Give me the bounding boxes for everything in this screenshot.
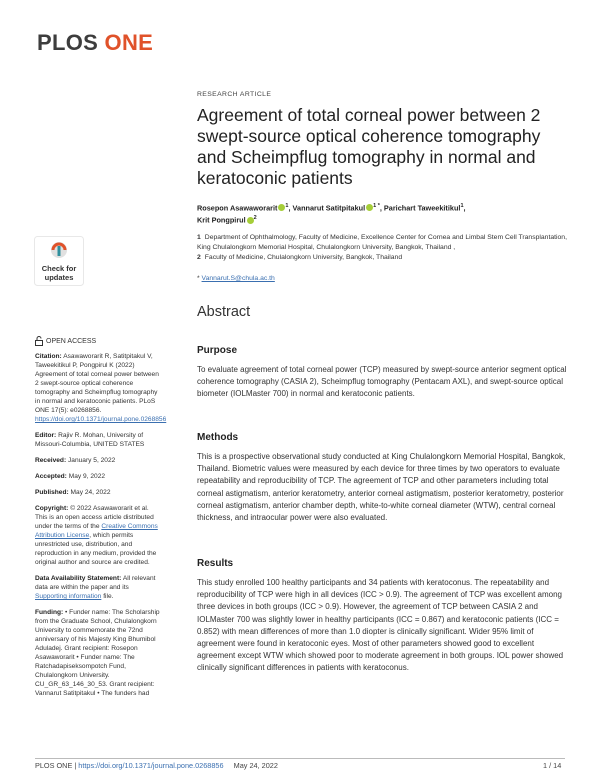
accepted-block: Accepted: May 9, 2022 [35, 473, 106, 480]
affiliations [197, 233, 567, 264]
page-number: 1 / 14 [543, 761, 562, 770]
methods-text: This is a prospective observational study conducted at King Chulalongkorn Memorial Hospital, Bangkok, Thailand. Biometric values were measured by each device for three times by two operators to evaluate repeatability and reproducibility of TCP. The agreement of TCP and other parameters including total corneal astigmatism, anterior keratometry, anterior corneal astigmatism, posterior keratometry, posterior corneal astigmatism, anterior chamber depth, white-to-white corneal diameter (WTW), central corneal thickness, and intraocular power were also evaluated. [197, 452, 566, 523]
results-text: This study enrolled 100 healthy participants and 34 patients with keratoconus. The repeatability and reproducibility of TCP were high in all devices (ICC > 0.9). The agreement of TCP was excellent among three devices in both groups (ICC > 0.9). However, the agreement of TCP between CASIA 2 and IOLMaster 700 was slightly lower in healthy participants (ICC = 0.867) and keratoconic patients (ICC = 0.852) with mean differences of more than 1.0 diopter is clinically significant. Wider 95% limit of agreement were found in keratoconic eyes. Most of other parameters showed good to excellent agreement except WTW which showed poor to moderate agreement in both groups. IOL power showed clinically significant differences in patients with keratoconus. [197, 578, 564, 673]
check-for-updates-icon [34, 236, 84, 286]
corresponding-email: * Vannarut.S@chula.ac.th [197, 275, 275, 282]
citation-doi-link[interactable]: https://doi.org/10.1371/journal.pone.0268856 [35, 416, 167, 423]
logo-one: ONE [104, 30, 154, 55]
received-block: Received: January 5, 2022 [35, 457, 116, 464]
editor-block: Editor: Rajiv R. Mohan, University of Missouri-Columbia, UNITED STATES [35, 432, 145, 448]
author-separator: , [288, 203, 293, 213]
methods-heading: Methods [197, 432, 239, 443]
svg-text:Check for: Check for [41, 264, 77, 273]
affiliation-text: Department of Ophthalmology, Faculty of Medicine, Excellence Center for Cornea and Limbal Stem Cell Transplantation, King Chulalongkorn Memorial Hospital, Chulalongkorn University, Bangkok, Thailand , [197, 234, 567, 251]
author-separator: , [379, 203, 384, 213]
abstract-methods [197, 432, 567, 524]
affiliation-number: 1 [197, 234, 201, 241]
author-affiliation-marker: 1 [285, 203, 289, 209]
orcid-icon[interactable] [247, 217, 254, 224]
copyright-block: Copyright: © 2022 Asawaworarit et al. This is an open access article distributed under the terms of the Creative Commons Attribution License, which permits unrestricted use, distribution, and reproduction in any medium, provided the original author and source are credited. [35, 505, 158, 566]
license-link[interactable]: Creative Commons Attribution License [35, 523, 158, 539]
author-name: Krit Pongpirul [197, 215, 246, 225]
citation-block: Citation: Asawaworarit R, Satitpitakul V, Taweekitikul P, Pongpirul K (2022) Agreement of total corneal power between 2 swept-source optical coherence tomography and Scheimpflug tomography in normal and keratoconic patients. PLoS ONE 17(5): e0268856. https://doi.org/10.1371/journal.pone.0268856 [35, 353, 167, 423]
author-name: Parichart Taweekitikul [383, 203, 461, 213]
abstract-purpose [197, 345, 567, 401]
author-name: Vannarut Satitpitakul [292, 203, 366, 213]
author-affiliation-marker: 2 [253, 215, 257, 222]
purpose-heading: Purpose [197, 345, 238, 356]
affiliation-item [197, 233, 567, 252]
abstract-heading: Abstract [197, 304, 251, 320]
check-for-updates-badge[interactable] [34, 236, 84, 286]
affiliation-text: Faculty of Medicine, Chulalongkorn University, Bangkok, Thailand [204, 254, 403, 261]
published-block: Published: May 24, 2022 [35, 489, 111, 496]
open-access-label [35, 336, 96, 346]
supporting-information-link[interactable]: Supporting information [35, 593, 102, 600]
funding-block: Funding: • Funder name: The Scholarship from the Graduate School, Chulalongkorn University to commemorate the 72nd anniversary of his Majesty King Bhumibol Aduladej. Grant recipient: Rosepon Asawaworarit • Funder name: The Ratchadapiseksompotch Fund, Chulalongkorn University. CU_GR_63_146_30_53. Grant recipient: Vannarut Satitpitakul • The funders had [35, 609, 160, 697]
open-access-text: OPEN ACCESS [46, 337, 97, 345]
journal-logo[interactable] [37, 30, 153, 56]
affiliation-number: 2 [197, 254, 201, 261]
author-affiliation-marker: 1 [460, 203, 464, 209]
article-metadata-sidebar [35, 352, 167, 705]
article-title: Agreement of total corneal power between 2 swept-source optical coherence tomography and Scheimpflug tomography in normal and keratoconic patients [197, 105, 541, 188]
footer-divider [35, 758, 565, 759]
article-type: RESEARCH ARTICLE [197, 91, 272, 98]
affiliation-item [197, 253, 567, 263]
results-heading: Results [197, 558, 234, 569]
open-lock-icon [35, 336, 43, 346]
author-list [197, 201, 567, 226]
abstract-results [197, 558, 567, 675]
footer-citation: PLOS ONE | https://doi.org/10.1371/journal.pone.0268856 May 24, 2022 [35, 761, 278, 770]
author-affiliation-marker: 1 * [373, 203, 380, 209]
logo-plos: PLOS [37, 30, 99, 55]
footer-doi-link[interactable]: https://doi.org/10.1371/journal.pone.0268856 [78, 761, 224, 770]
svg-text:updates: updates [44, 273, 74, 282]
author-name: Rosepon Asawaworarit [197, 203, 278, 213]
purpose-text: To evaluate agreement of total corneal power (TCP) measured by swept-source anterior segment optical coherence tomography (CASIA 2), Scheimpflug tomography (Pentacam AXL), and swept-source optical biometer (IOLMaster 700) in normal and keratoconic patients. [197, 365, 567, 399]
author-separator: , [463, 203, 466, 213]
email-link[interactable]: Vannarut.S@chula.ac.th [201, 275, 275, 282]
data-availability-block: Data Availability Statement: All relevant data are within the paper and its Supporting information file. [35, 575, 156, 600]
